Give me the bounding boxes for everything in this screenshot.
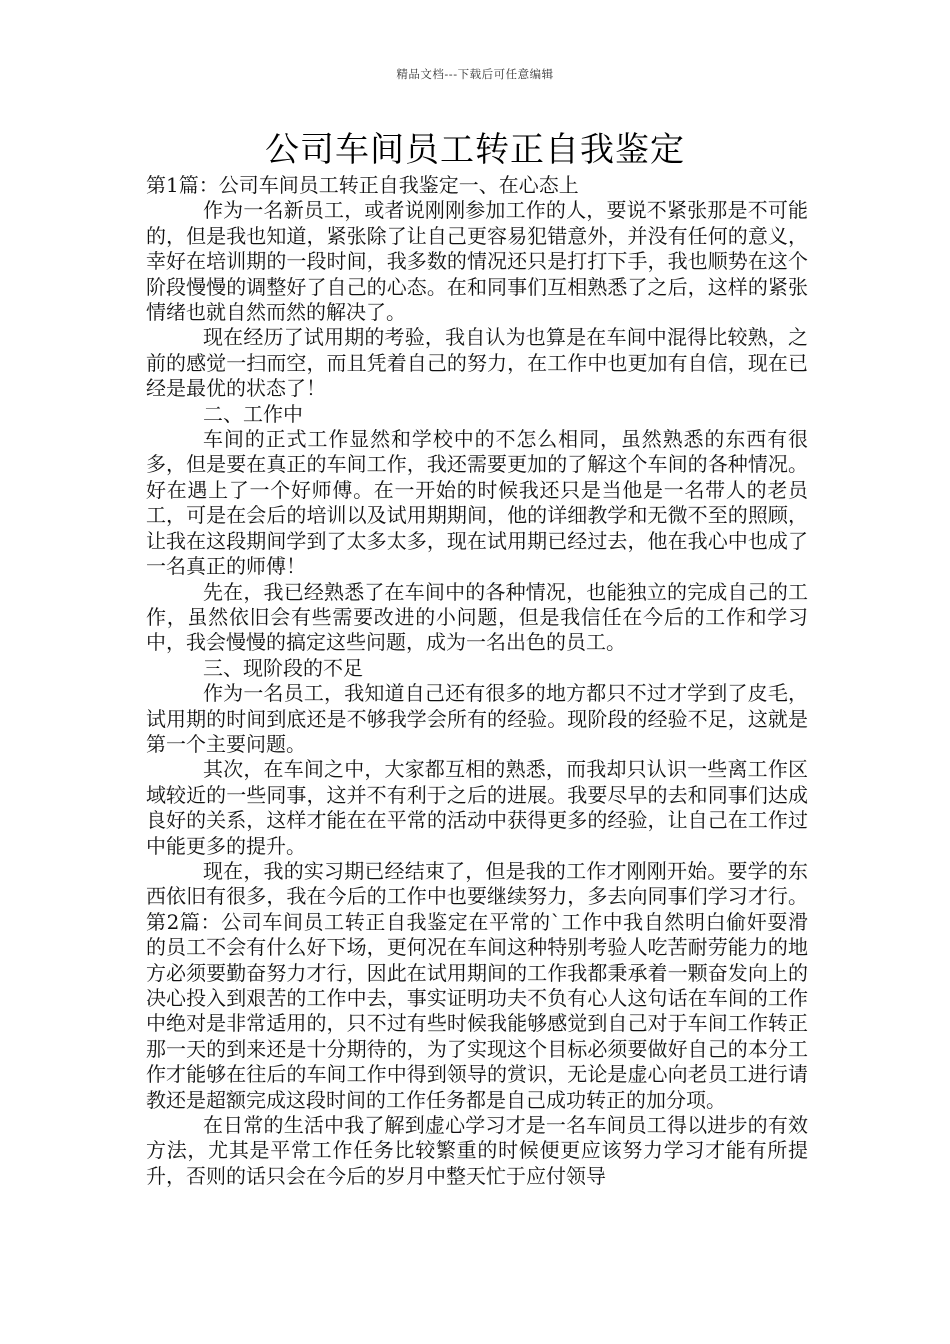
paragraph-2: 作为一名新员工，或者说刚刚参加工作的人，要说不紧张那是不可能的，但是我也知道，紧张除了让自己更容易犯错意外，并没有任何的意义，幸好在培训期的一段时间，我多数的情况还只是打打下手，我也顺势在这个阶段慢慢的调整好了自己的心态。在和同事们互相熟悉了之后，这样的紧张情绪也就自然而然的解决了。 [146,198,808,325]
section-heading-work: 二、工作中 [203,401,303,426]
document-body [146,173,808,1189]
paragraph-11: 在日常的生活中我了解到虚心学习才是一名车间员工得以进步的有效方法，尤其是平常工作任务比较繁重的时候便更应该努力学习才能有所提升，否则的话只会在今后的岁月中整天忙于应付领导 [146,1113,808,1188]
page-header-note: 精品文档---下载后可任意编辑 [396,67,554,81]
paragraph-1: 第1篇：公司车间员工转正自我鉴定一、在心态上 [146,173,579,197]
document-title: 公司车间员工转正自我鉴定 [265,130,685,170]
paragraph-6: 先在，我已经熟悉了在车间中的各种情况，也能独立的完成自己的工作，虽然依旧会有些需要改进的小问题，但是我信任在今后的工作和学习中，我会慢慢的搞定这些问题，成为一名出色的员工。 [146,579,808,655]
paragraph-3: 现在经历了试用期的考验，我自认为也算是在车间中混得比较熟，之前的感觉一扫而空，而且凭着自己的努力，在工作中也更加有自信，现在已经是最优的状态了！ [146,325,808,401]
paragraph-9: 其次，在车间之中，大家都互相的熟悉，而我却只认识一些离工作区域较近的一些同事，这并不有利于之后的进展。我要尽早的去和同事们达成良好的关系，这样才能在在平常的活动中获得更多的经验，让自己在工作过中能更多的提升。 [146,757,808,858]
section-heading-shortcomings: 三、现阶段的不足 [203,655,363,680]
paragraph-10: 现在，我的实习期已经结束了，但是我的工作才刚刚开始。要学的东西依旧有很多，我在今后的工作中也要继续努力，多去向同事们学习才行。第2篇：公司车间员工转正自我鉴定在平常的`工作中我自然明白偷奸耍滑的员工不会有什么好下场，更何况在车间这种特别考验人吃苦耐劳能力的地方必须要勤奋努力才行，因此在试用期间的工作我都秉承着一颗奋发向上的决心投入到艰苦的工作中去，事实证明功夫不负有心人这句话在车间的工作中绝对是非常适用的，只不过有些时候我能够感觉到自己对于车间工作转正那一天的到来还是十分期待的，为了实现这个目标必须要做好自己的本分工作才能够在往后的车间工作中得到领导的赏识，无论是虚心向老员工进行请教还是超额完成这段时间的工作任务都是自己成功转正的加分项。 [146,858,808,1112]
paragraph-8: 作为一名员工，我知道自己还有很多的地方都只不过才学到了皮毛，试用期的时间到底还是不够我学会所有的经验。现阶段的经验不足，这就是第一个主要问题。 [146,681,808,756]
paragraph-5: 车间的正式工作显然和学校中的不怎么相同，虽然熟悉的东西有很多，但是要在真正的车间工作，我还需要更加的了解这个车间的各种情况。好在遇上了一个好师傅。在一开始的时候我还只是当他是一名带人的老员工，可是在会后的培训以及试用期期间，他的详细教学和无微不至的照顾，让我在这段期间学到了太多太多，现在试用期已经过去，他在我心中也成了一名真正的师傅！ [146,427,808,579]
